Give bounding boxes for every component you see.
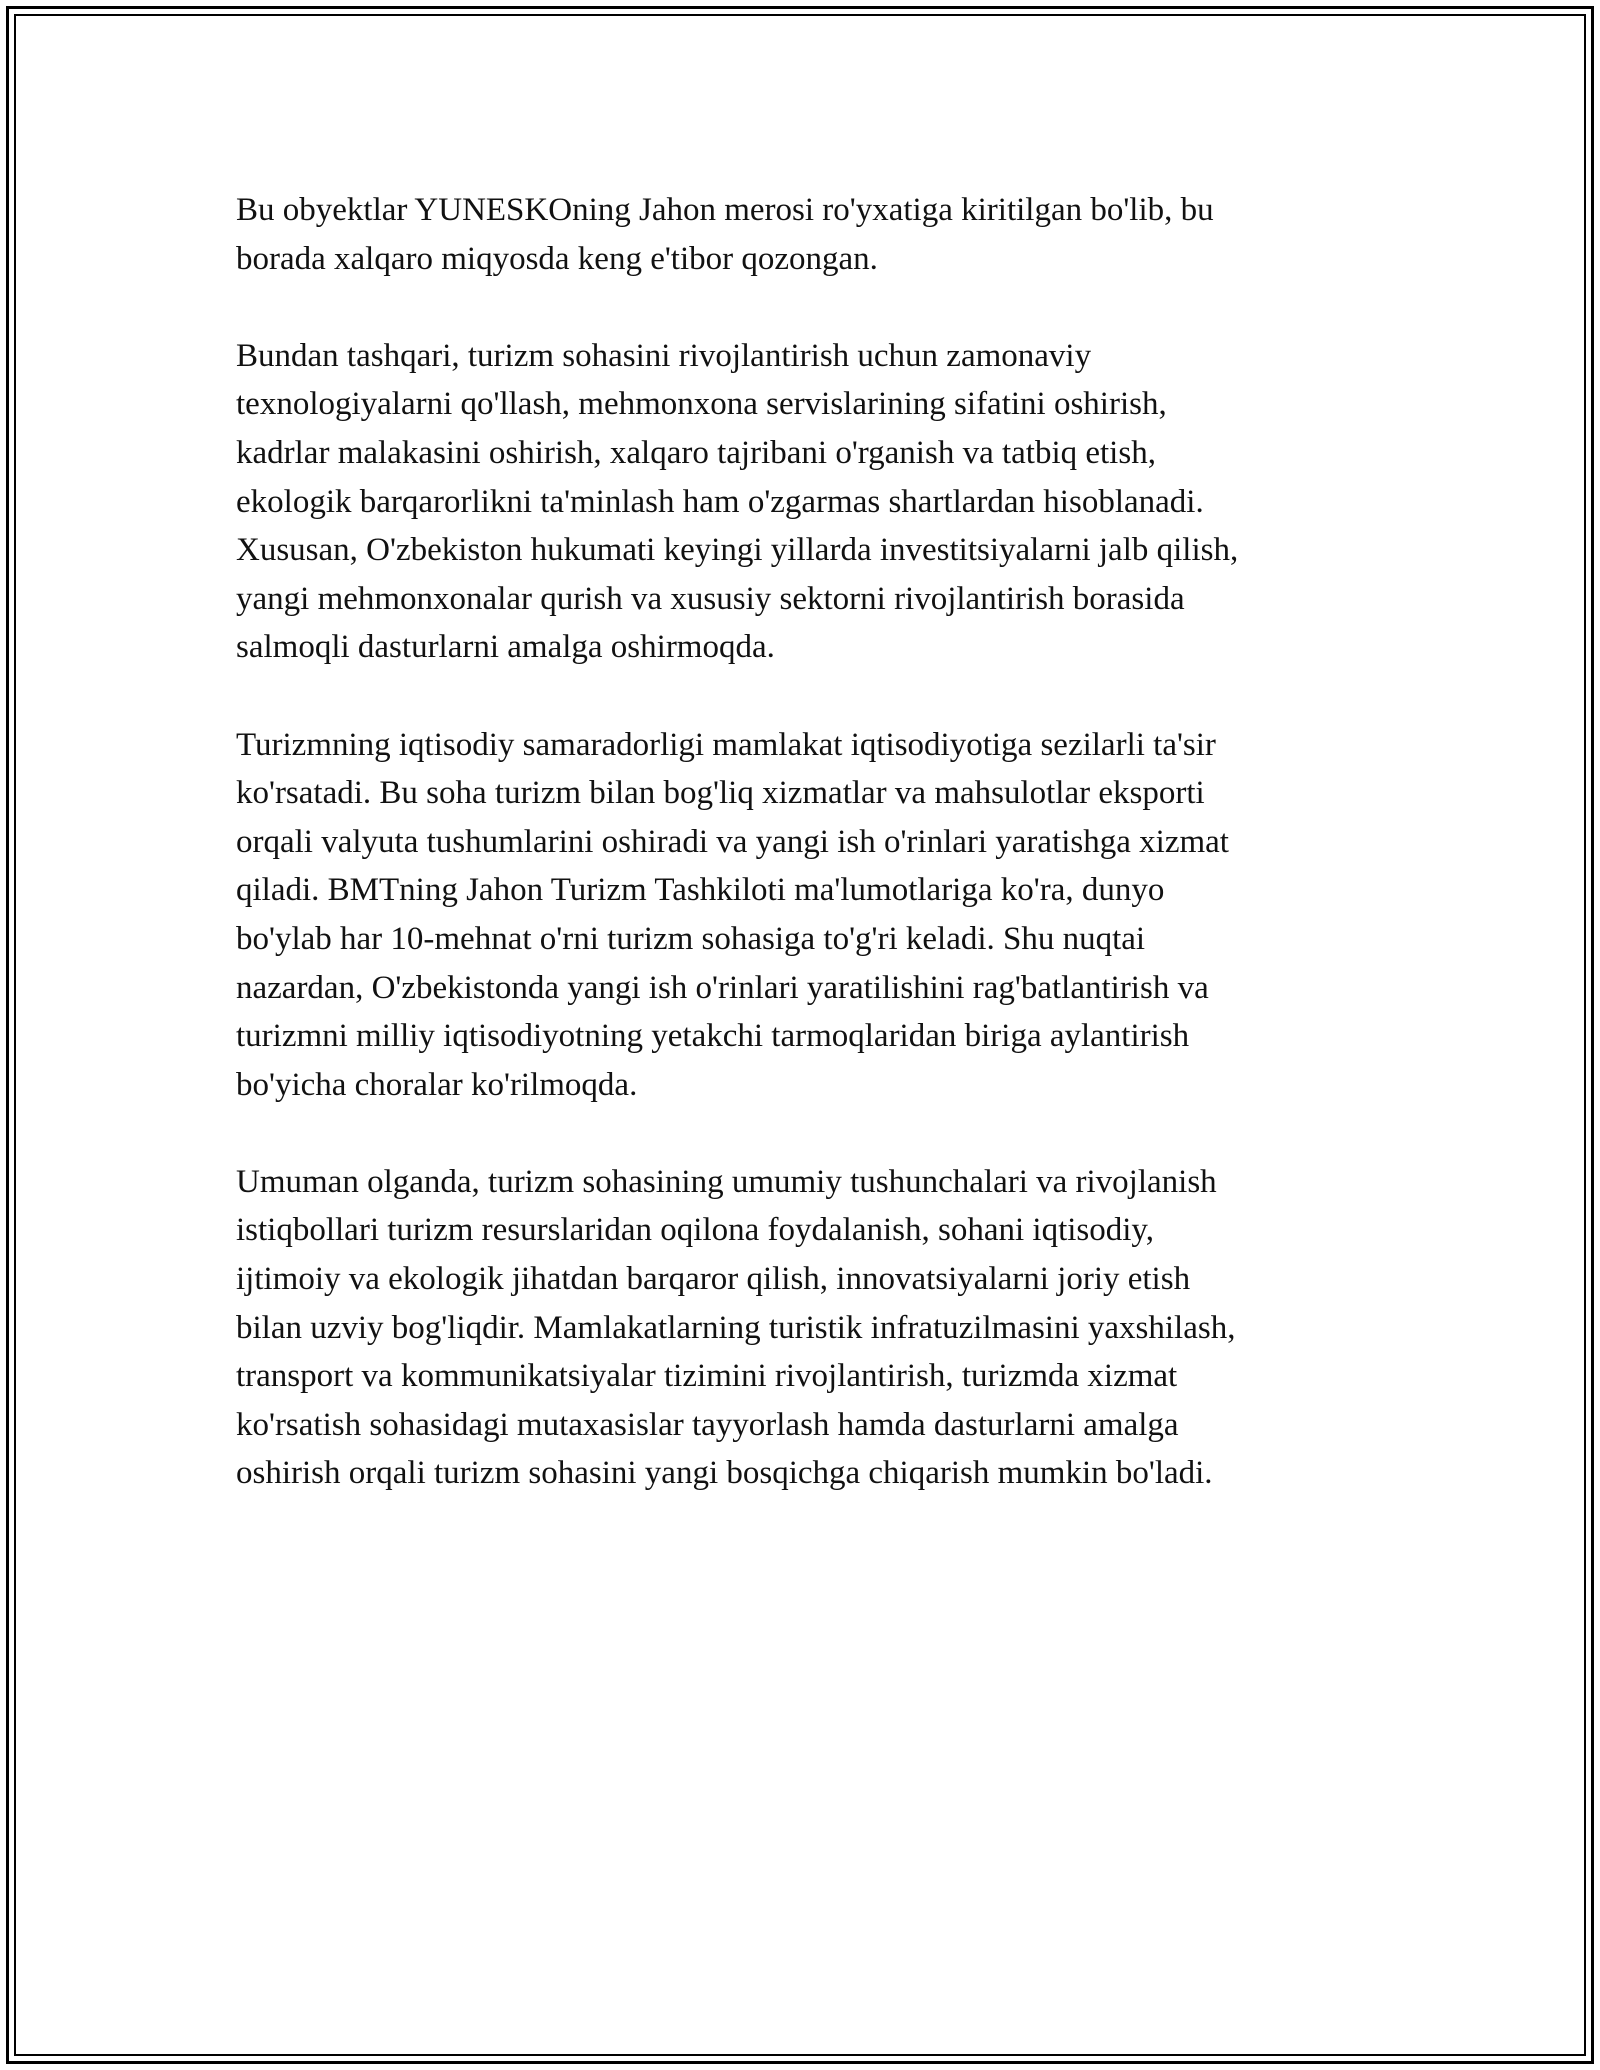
paragraph-2: [236, 332, 1366, 672]
text-line: Xususan, O'zbekiston hukumati keyingi yillarda investitsiyalarni jalb qilish,: [236, 532, 1239, 569]
text-line: transport va kommunikatsiyalar tizimini rivojlantirish, turizmda xizmat: [236, 1358, 1178, 1395]
text-line: qiladi. BMTning Jahon Turizm Tashkiloti ma'lumotlariga ko'ra, dunyo: [236, 872, 1165, 909]
text-line: Turizmning iqtisodiy samaradorligi mamlakat iqtisodiyotiga sezilarli ta'sir: [236, 726, 1216, 763]
text-line: Bundan tashqari, turizm sohasini rivojlantirish uchun zamonaviy: [236, 337, 1092, 374]
text-line: ekologik barqarorlikni ta'minlash ham o'zgarmas shartlardan hisoblanadi.: [236, 483, 1204, 520]
text-line: istiqbollari turizm resurslaridan oqilona foydalanish, sohani iqtisodiy,: [236, 1212, 1155, 1249]
text-line: ko'rsatadi. Bu soha turizm bilan bog'liq xizmatlar va mahsulotlar eksporti: [236, 775, 1205, 812]
text-line: bo'ylab har 10-mehnat o'rni turizm sohasiga to'g'ri keladi. Shu nuqtai: [236, 920, 1146, 957]
paragraph-4: [236, 1158, 1366, 1498]
text-line: Umuman olganda, turizm sohasining umumiy tushunchalari va rivojlanish: [236, 1163, 1217, 1200]
text-line: ijtimoiy va ekologik jihatdan barqaror qilish, innovatsiyalarni joriy etish: [236, 1261, 1191, 1298]
text-line: yangi mehmonxonalar qurish va xususiy sektorni rivojlantirish borasida: [236, 580, 1185, 617]
text-line: Bu obyektlar YUNESKOning Jahon merosi ro'yxatiga kiritilgan bo'lib, bu: [236, 192, 1214, 228]
text-line: nazardan, O'zbekistonda yangi ish o'rinlari yaratilishini rag'batlantirish va: [236, 969, 1209, 1006]
text-line: kadrlar malakasini oshirish, xalqaro tajribani o'rganish va tatbiq etish,: [236, 434, 1156, 471]
text-line: borada xalqaro miqyosda keng e'tibor qozongan.: [236, 240, 878, 277]
text-line: texnologiyalarni qo'llash, mehmonxona servislarining sifatini oshirish,: [236, 386, 1167, 423]
text-line: salmoqli dasturlarni amalga oshirmoqda.: [236, 629, 775, 666]
text-line: bo'yicha choralar ko'rilmoqda.: [236, 1066, 638, 1103]
text-line: oshirish orqali turizm sohasini yangi bosqichga chiqarish mumkin bo'ladi.: [236, 1455, 1213, 1492]
text-line: bilan uzviy bog'liqdir. Mamlakatlarning turistik infratuzilmasini yaxshilash,: [236, 1309, 1236, 1346]
text-line: orqali valyuta tushumlarini oshiradi va yangi ish o'rinlari yaratishga xizmat: [236, 823, 1229, 860]
page-content: [236, 186, 1366, 1547]
text-line: ko'rsatish sohasidagi mutaxasislar tayyorlash hamda dasturlarni amalga: [236, 1406, 1179, 1443]
paragraph-3: [236, 721, 1366, 1110]
paragraph-1: [236, 186, 1366, 283]
text-line: turizmni milliy iqtisodiyotning yetakchi tarmoqlaridan biriga aylantirish: [236, 1018, 1190, 1055]
